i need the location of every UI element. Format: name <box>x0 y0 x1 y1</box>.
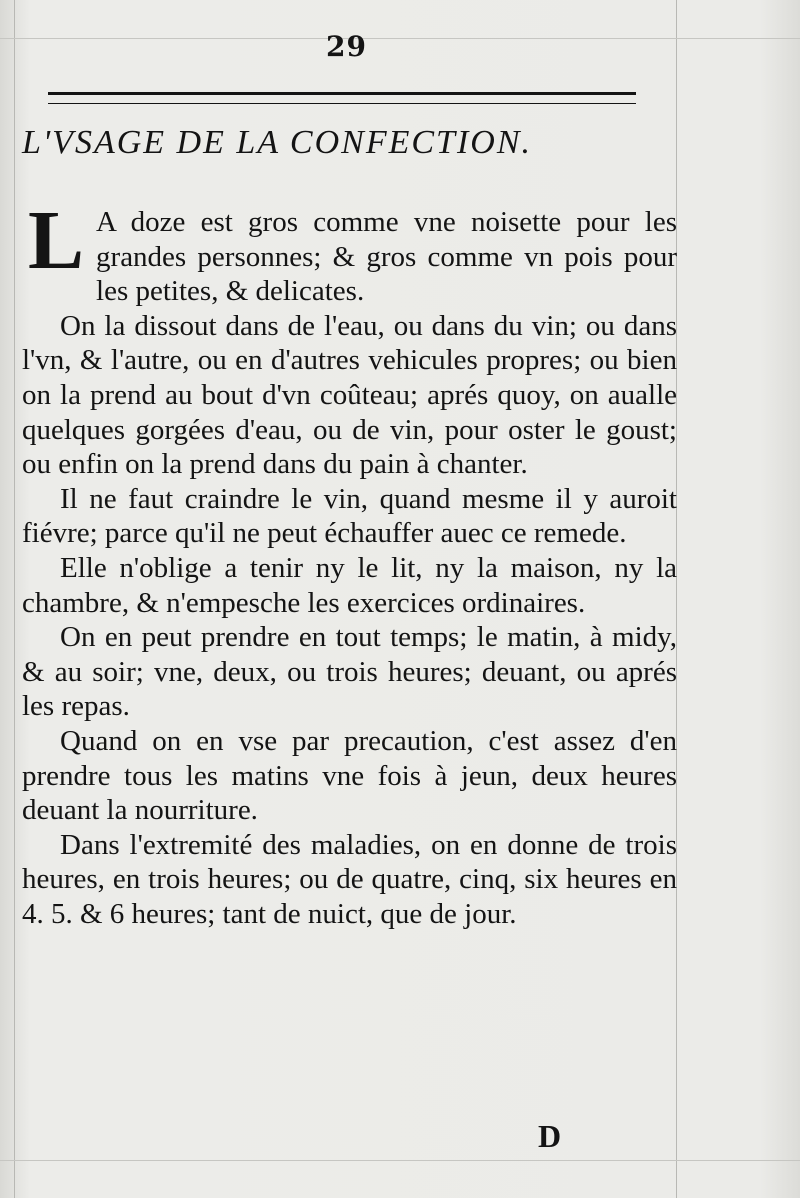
paragraph-7: Dans l'extremité des maladies, on en donne de trois heures, en trois heures; ou de quatre, cinq, six heures en 4. 5. & 6 heures; tant de nuict, que de jour. <box>22 828 677 930</box>
paragraph-text: A doze est gros comme vne noisette pour les grandes personnes; & gros comme vn pois pour les petites, & delicates. <box>96 206 677 308</box>
margin-rule-left <box>14 0 15 1198</box>
paragraph-2: On la dissout dans de l'eau, ou dans du vin; ou dans l'vn, & l'autre, ou en d'autres vehicules propres; ou bien on la prend au bout d'vn coûteau; aprés quoy, on aualle quelques gorgées d'eau, ou de vin, pour oster le goust; ou enfin on la prend dans du pain à chanter. <box>22 309 677 481</box>
margin-rule-bottom <box>0 1160 800 1161</box>
paragraph-1 <box>22 194 677 309</box>
paragraph-4: Elle n'oblige a tenir ny le lit, ny la maison, ny la chambre, & n'empesche les exercices ordinaires. <box>22 551 677 619</box>
page-number: 29 <box>326 30 367 63</box>
page-title: L'VSAGE DE LA CONFECTION. <box>22 124 533 161</box>
ornamental-rule <box>48 92 636 104</box>
signature-mark: D <box>538 1118 564 1154</box>
paragraph-5: On en peut prendre en tout temps; le matin, à midy, & au soir; vne, deux, ou trois heures; deuant, ou aprés les repas. <box>22 621 677 723</box>
body-text <box>22 194 677 931</box>
paragraph-3: Il ne faut craindre le vin, quand mesme il y auroit fiévre; parce qu'il ne peut échauffer auec ce remede. <box>22 482 677 550</box>
paragraph-6: Quand on en vse par precaution, c'est assez d'en prendre tous les matins vne fois à jeun, deux heures deuant la nourriture. <box>22 724 677 827</box>
margin-rule-top <box>0 38 800 39</box>
drop-cap: L <box>28 194 85 287</box>
